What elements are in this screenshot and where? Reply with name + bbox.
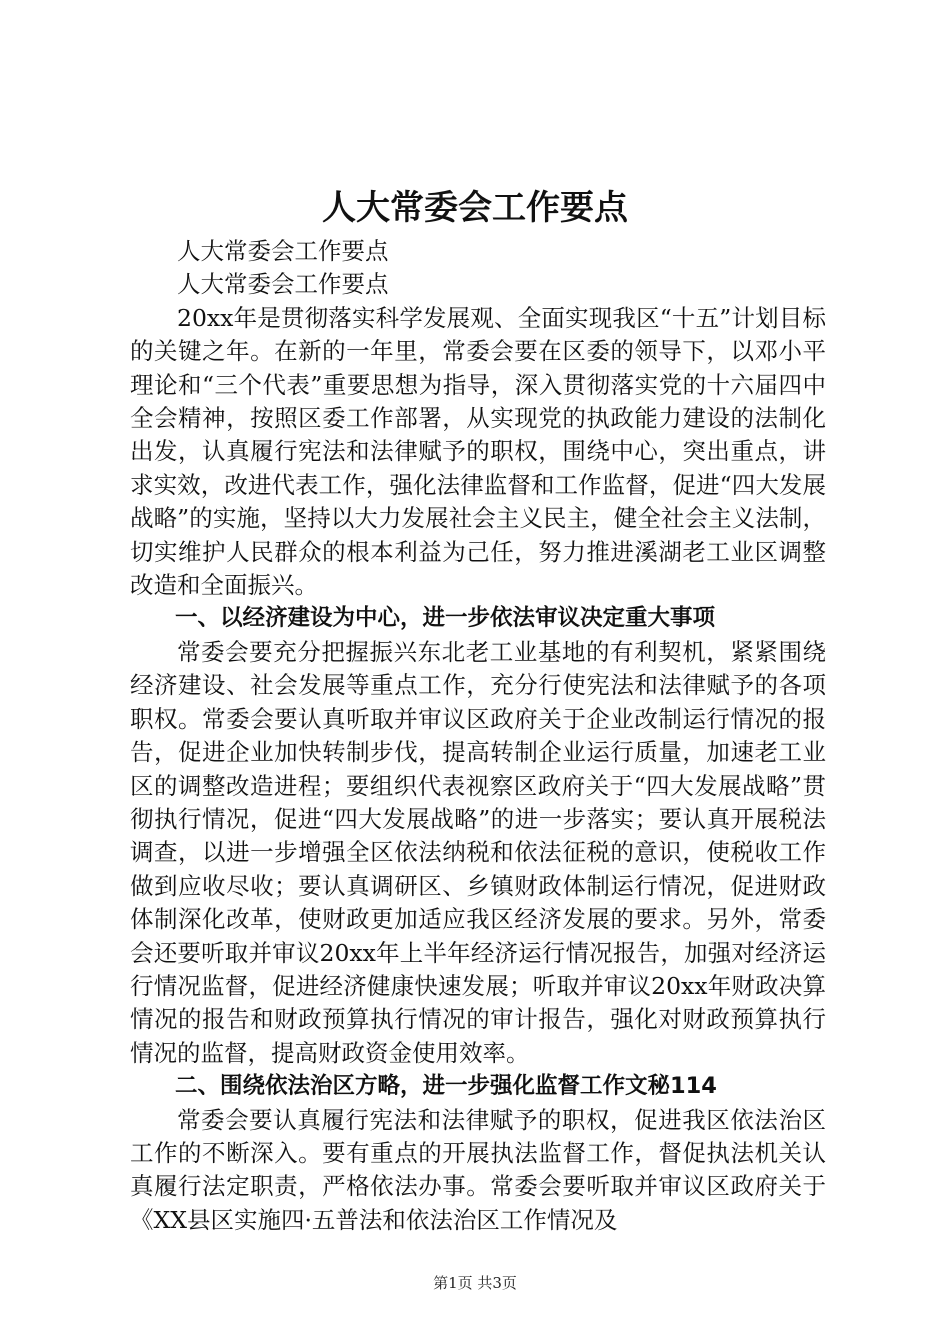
section-2-heading: 二、围绕依法治区方略，进一步强化监督工作文秘114 [175,1073,717,1100]
page-footer: 第1页 共3页 [433,1274,517,1292]
section-1-paragraph: 常委会要充分把握振兴东北老工业基地的有利契机，紧紧围绕经济建设、社会发展等重点工作，充分行使宪法和法律赋予的各项职权。常委会要认真听取并审议区政府关于企业改制运行情况的报告，促进企业加快转制步伐，提高转制企业运行质量，加速老工业区的调整改造进程；要组织代表视察区政府关于“四大发展战略”贯彻执行情况，促进“四大发展战略”的进一步落实；要认真开展税法调查，以进一步增强全区依法纳税和依法征税的意识，使税收工作做到应收尽收；要认真调研区、乡镇财政体制运行情况，促进财政体制深化改革，使财政更加适应我区经济发展的要求。另外，常委会还要听取并审议20xx年上半年经济运行情况报告，加强对经济运行情况监督，促进经济健康快速发展；听取并审议20xx年财政决算情况的报告和财政预算执行情况的审计报告，强化对财政预算执行情况的监督，提高财政资金使用效率。 [130,637,826,1067]
subtitle-line-2: 人大常委会工作要点 [177,270,389,299]
document-title: 人大常委会工作要点 [322,188,628,228]
section-2-paragraph: 常委会要认真履行宪法和法律赋予的职权，促进我区依法治区工作的不断深入。要有重点的开展执法监督工作，督促执法机关认真履行法定职责，严格依法办事。常委会要听取并审议区政府关于《XX县区实施四·五普法和依法治区工作情况及 [130,1105,826,1234]
intro-paragraph: 20xx年是贯彻落实科学发展观、全面实现我区“十五”计划目标的关键之年。在新的一年里，常委会要在区委的领导下，以邓小平理论和“三个代表”重要思想为指导，深入贯彻落实党的十六届四中全会精神，按照区委工作部署，从实现党的执政能力建设的法制化出发，认真履行宪法和法律赋予的职权，围绕中心，突出重点，讲求实效，改进代表工作，强化法律监督和工作监督，促进“四大发展战略”的实施，坚持以大力发展社会主义民主，健全社会主义法制，切实维护人民群众的根本利益为己任，努力推进溪湖老工业区调整改造和全面振兴。 [130,303,826,600]
document-body [130,235,826,1237]
subtitle-line-1: 人大常委会工作要点 [177,237,389,265]
section-1-heading: 一、以经济建设为中心，进一步依法审议决定重大事项 [175,605,716,632]
